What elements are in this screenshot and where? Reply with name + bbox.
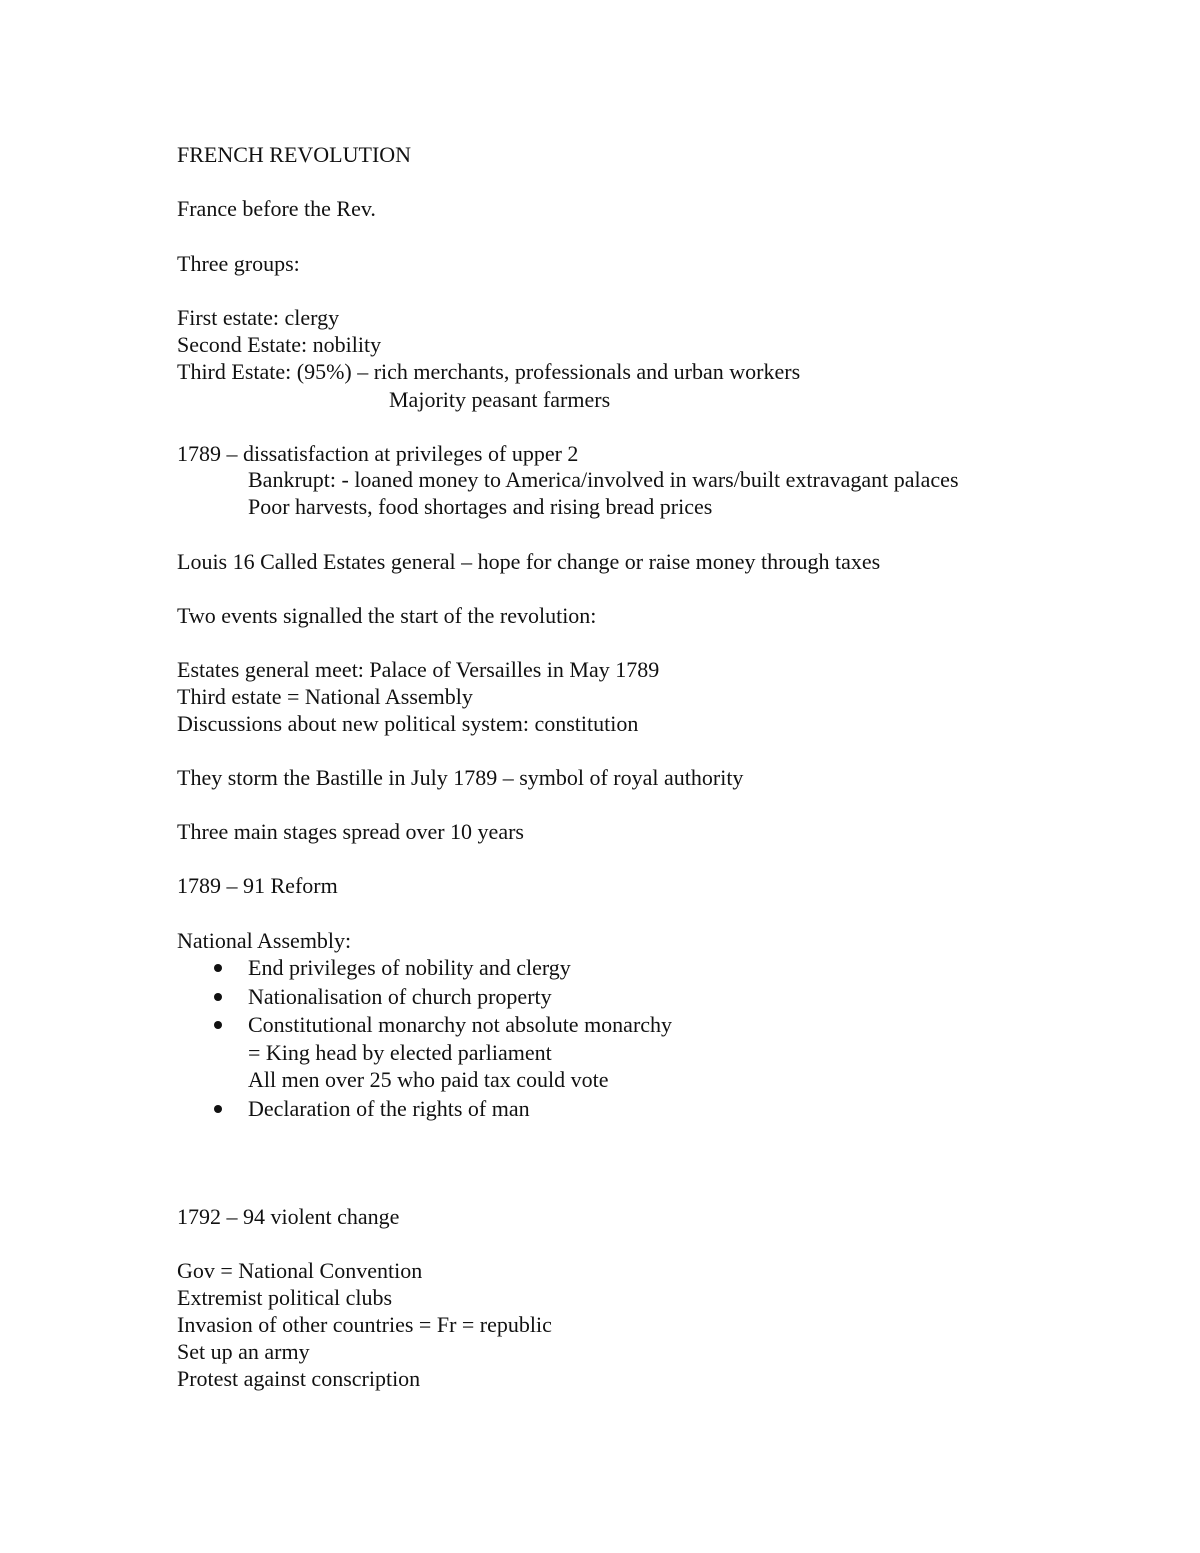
causes-heading: 1789 – dissatisfaction at privileges of upper 2 (177, 441, 579, 466)
reform-bullet: Constitutional monarchy not absolute monarchy (248, 1012, 673, 1037)
intro-line: France before the Rev. (177, 196, 376, 221)
third-estate-line: Third Estate: (95%) – rich merchants, professionals and urban workers (177, 359, 801, 384)
document-title: FRENCH REVOLUTION (177, 142, 412, 167)
louis-line: Louis 16 Called Estates general – hope for change or raise money through taxes (177, 549, 881, 574)
bullet-icon (214, 1105, 222, 1113)
violent-item: Protest against conscription (177, 1366, 421, 1391)
cause-item: Poor harvests, food shortages and rising bread prices (248, 494, 713, 519)
third-estate-continuation: Majority peasant farmers (389, 387, 611, 412)
reform-sub-item: All men over 25 who paid tax could vote (248, 1067, 609, 1092)
stages-line: Three main stages spread over 10 years (177, 819, 524, 844)
bastille-line: They storm the Bastille in July 1789 – symbol of royal authority (177, 765, 744, 790)
violent-item: Gov = National Convention (177, 1258, 423, 1283)
cause-item: Bankrupt: - loaned money to America/involved in wars/built extravagant palaces (248, 467, 959, 492)
reform-sub-item: = King head by elected parliament (248, 1040, 552, 1065)
first-estate-line: First estate: clergy (177, 305, 340, 330)
bullet-icon (214, 993, 222, 1001)
two-events-heading: Two events signalled the start of the revolution: (177, 603, 597, 628)
three-groups-heading: Three groups: (177, 251, 300, 276)
violent-change-heading: 1792 – 94 violent change (177, 1204, 400, 1229)
bullet-icon (214, 1021, 222, 1029)
violent-item: Set up an army (177, 1339, 310, 1364)
national-assembly-heading: National Assembly: (177, 928, 352, 953)
reform-bullet: End privileges of nobility and clergy (248, 955, 571, 980)
bullet-icon (214, 964, 222, 972)
event-line: Estates general meet: Palace of Versailles in May 1789 (177, 657, 660, 682)
violent-item: Extremist political clubs (177, 1285, 393, 1310)
reform-bullet: Nationalisation of church property (248, 984, 552, 1009)
reform-heading: 1789 – 91 Reform (177, 873, 338, 898)
reform-bullet: Declaration of the rights of man (248, 1096, 530, 1121)
event-line: Third estate = National Assembly (177, 684, 473, 709)
event-line: Discussions about new political system: constitution (177, 711, 639, 736)
second-estate-line: Second Estate: nobility (177, 332, 382, 357)
violent-item: Invasion of other countries = Fr = republic (177, 1312, 552, 1337)
